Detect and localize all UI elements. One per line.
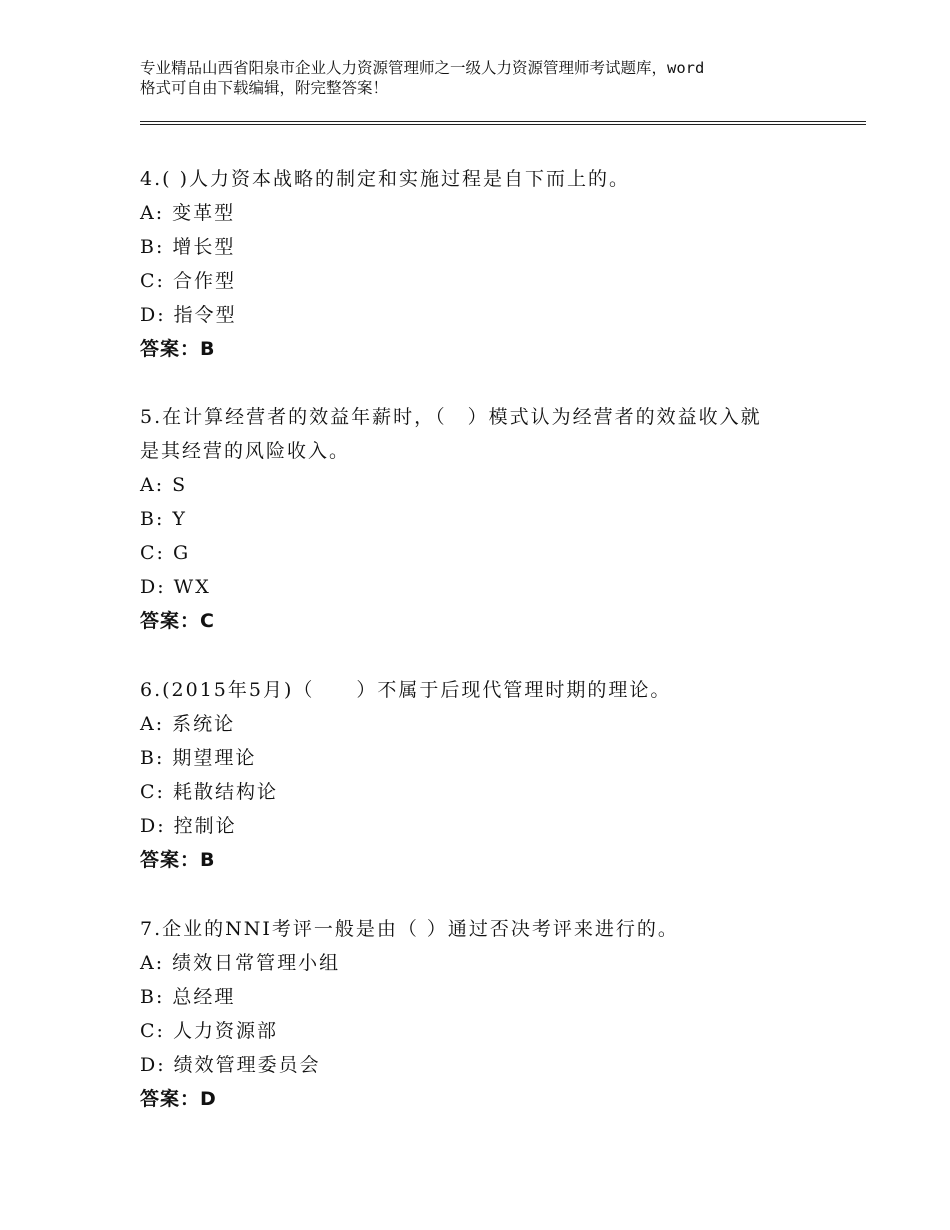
question-stem: 6.(2015年5月)（ ）不属于后现代管理时期的理论。 — [140, 679, 672, 701]
option-c: C: 人力资源部 — [140, 1020, 278, 1042]
option-c: C: G — [140, 542, 191, 564]
option-b: B: 总经理 — [140, 986, 236, 1008]
option-d: D: 绩效管理委员会 — [140, 1054, 321, 1076]
question-stem: 4.( )人力资本战略的制定和实施过程是自下而上的。 — [140, 168, 630, 190]
answer: 答案：B — [140, 338, 216, 360]
header-line-1: 专业精品山西省阳泉市企业人力资源管理师之一级人力资源管理师考试题库，word — [140, 59, 705, 77]
option-b: B: 增长型 — [140, 236, 236, 258]
question-stem-continued: 是其经营的风险收入。 — [140, 440, 351, 462]
option-a: A: S — [140, 474, 188, 496]
option-d: D: 指令型 — [140, 304, 237, 326]
answer: 答案：C — [140, 610, 215, 632]
option-d: D: WX — [140, 576, 211, 598]
document-header — [140, 58, 830, 98]
option-a: A: 系统论 — [140, 713, 236, 735]
option-a: A: 绩效日常管理小组 — [140, 952, 341, 974]
question-7 — [140, 912, 820, 1116]
question-stem: 5.在计算经营者的效益年薪时，（ ）模式认为经营者的效益收入就 — [140, 406, 762, 428]
header-divider-top — [140, 121, 866, 122]
question-6 — [140, 673, 820, 877]
option-b: B: Y — [140, 508, 187, 530]
question-stem: 7.企业的NNI考评一般是由（ ）通过否决考评来进行的。 — [140, 918, 679, 940]
answer: 答案：B — [140, 849, 216, 871]
option-c: C: 合作型 — [140, 270, 236, 292]
option-b: B: 期望理论 — [140, 747, 257, 769]
option-a: A: 变革型 — [140, 202, 236, 224]
header-line-2: 格式可自由下载编辑，附完整答案！ — [140, 79, 389, 97]
answer: 答案：D — [140, 1088, 217, 1110]
option-c: C: 耗散结构论 — [140, 781, 278, 803]
question-5 — [140, 400, 820, 638]
option-d: D: 控制论 — [140, 815, 237, 837]
header-divider-bottom — [140, 124, 866, 125]
question-4 — [140, 162, 820, 366]
